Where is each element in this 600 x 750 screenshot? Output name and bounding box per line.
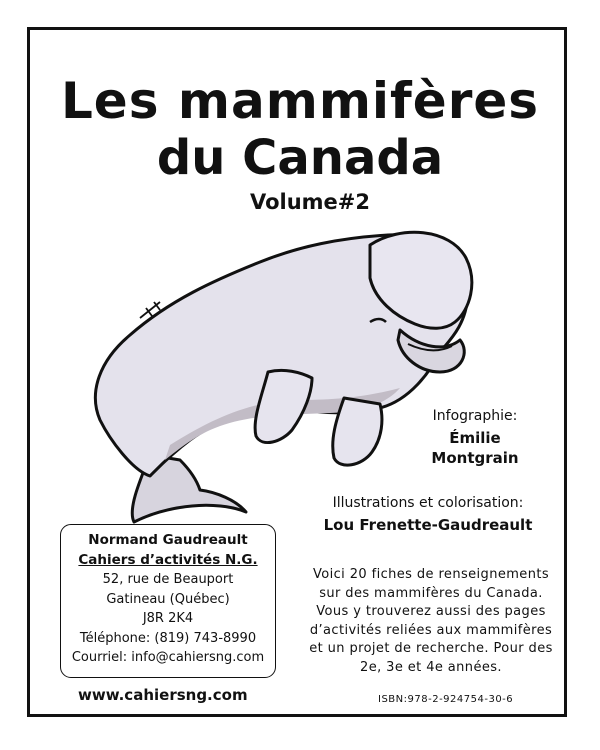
publisher-address-box: [60, 524, 276, 678]
description-line: Vous y trouverez aussi des pages: [316, 604, 546, 619]
publisher-email[interactable]: Courriel: info@cahiersng.com: [71, 650, 265, 665]
publisher-postal: J8R 2K4: [142, 611, 194, 626]
infographie-name-first: Émilie: [449, 429, 501, 447]
description-line: et un projet de recherche. Pour des: [309, 641, 553, 656]
title-line-1: Les mammifères: [60, 72, 540, 130]
publisher-name: Normand Gaudreault: [88, 532, 248, 548]
publisher-street: 52, rue de Beauport: [102, 572, 234, 587]
publisher-phone: Téléphone: (819) 743-8990: [79, 630, 257, 646]
isbn: ISBN:978-2-924754-30-6: [378, 694, 514, 705]
description-line: sur des mammifères du Canada.: [319, 585, 543, 601]
illustrations-name: Lou Frenette-Gaudreault: [323, 516, 533, 534]
beluga-back-flipper: [333, 398, 382, 465]
description-line: 2e, 3e et 4e années.: [360, 659, 502, 675]
illustrations-credit: [308, 495, 548, 535]
website-link[interactable]: www.cahiersng.com: [78, 686, 248, 704]
volume-label: Volume#2: [250, 190, 371, 214]
description-line: Voici 20 fiches de renseignements: [312, 567, 549, 582]
description: [300, 566, 562, 677]
illustrations-label: Illustrations et colorisation:: [332, 495, 524, 511]
infographie-credit: [400, 408, 550, 468]
publisher-company: Cahiers d’activités N.G.: [78, 551, 258, 568]
description-line: d’activités reliées aux mammifères: [309, 622, 553, 638]
infographie-label: Infographie:: [432, 408, 518, 424]
title-line-2: du Canada: [156, 130, 444, 186]
infographie-name-last: Montgrain: [431, 449, 519, 467]
publisher-city: Gatineau (Québec): [106, 591, 230, 607]
